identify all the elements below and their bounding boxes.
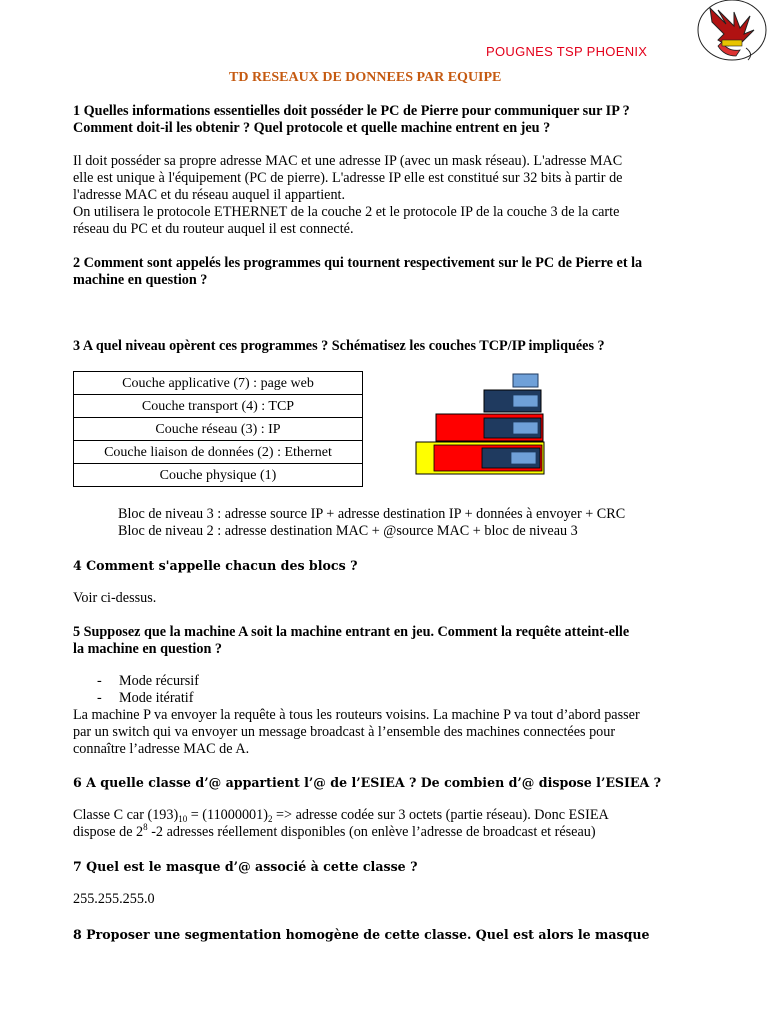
question-2 [73, 255, 713, 289]
bloc-level-2: Bloc de niveau 2 : adresse destination MAC + @source MAC + bloc de niveau 3 [118, 523, 578, 539]
bloc-level-3: Bloc de niveau 3 : adresse source IP + adresse destination IP + données à envoyer + CRC [118, 506, 626, 522]
question-2-line-1: 2 Comment sont appelés les programmes qui tournent respectivement sur le PC de Pierre et la [73, 255, 643, 271]
answer-7 [73, 891, 713, 908]
layer-cell: Couche réseau (3) : IP [74, 418, 363, 441]
document-title: TD RESEAUX DE DONNEES PAR EQUIPE [229, 70, 502, 85]
question-4-line-1: 4 Comment s'appelle chacun des blocs ? [73, 558, 358, 573]
answer-4 [73, 590, 713, 607]
table-row [74, 395, 363, 418]
list-item: - Mode récursif [73, 673, 713, 690]
answer-1-line-4: On utilisera le protocole ETHERNET de la couche 2 et le protocole IP de la couche 3 de la carte [73, 204, 620, 220]
brand-name: POUGNES TSP PHOENIX [486, 44, 648, 59]
table-row [74, 372, 363, 395]
question-5-line-2: la machine en question ? [73, 641, 222, 657]
answer-6-text: = (11000001) [187, 807, 268, 823]
app-data-block [513, 374, 538, 387]
question-7-line-1: 7 Quel est le masque d’@ associé à cette classe ? [73, 859, 418, 874]
answer-6-line-1 [73, 807, 713, 824]
phoenix-bird-logo-icon [688, 0, 768, 62]
question-4 [73, 557, 713, 574]
layer-cell: Couche applicative (7) : page web [74, 372, 363, 395]
answer-7-text: 255.255.255.0 [73, 891, 155, 907]
list-item: - Mode itératif [73, 690, 713, 707]
answer-1-line-1: Il doit posséder sa propre adresse MAC et une adresse IP (avec un mask réseau). L'adresse MAC [73, 153, 623, 169]
question-6-line-1: 6 A quelle classe d’@ appartient l’@ de l’ESIEA ? De combien d’@ dispose l’ESIEA ? [73, 775, 662, 790]
question-8 [73, 926, 713, 943]
answer-5-line-3: connaître l’adresse MAC de A. [73, 741, 250, 757]
bloc-descriptions [118, 506, 738, 540]
answer-6-line-2 [73, 824, 713, 841]
answer-6-text: => adresse codée sur 3 octets (partie réseau). Donc ESIEA [272, 807, 609, 823]
question-1 [73, 103, 713, 137]
question-1-line-1: 1 Quelles informations essentielles doit posséder le PC de Pierre pour communiquer sur IP ? [73, 103, 630, 119]
answer-6-text: -2 adresses réellement disponibles (on enlève l’adresse de broadcast et réseau) [147, 824, 596, 840]
table-row [74, 418, 363, 441]
question-3-line-1: 3 A quel niveau opèrent ces programmes ? Schématisez les couches TCP/IP impliquées ? [73, 338, 605, 354]
answer-5-line-1: La machine P va envoyer la requête à tous les routeurs voisins. La machine P va tout d’abord passer [73, 707, 640, 723]
question-8-line-1: 8 Proposer une segmentation homogène de cette classe. Quel est alors le masque [73, 927, 650, 942]
question-2-line-2: machine en question ? [73, 272, 208, 288]
superscript-exponent: 8 [143, 822, 148, 832]
question-3 [73, 338, 713, 355]
subscript-base-10: 10 [178, 814, 188, 824]
answer-5-line-2: par un switch qui va envoyer un message broadcast à l’ensemble des machines connectées pour [73, 724, 616, 740]
table-row [74, 464, 363, 487]
question-1-line-2: Comment doit-il les obtenir ? Quel protocole et quelle machine entrent en jeu ? [73, 120, 551, 136]
answer-1 [73, 153, 713, 238]
answer-6 [73, 807, 713, 841]
subscript-base-2: 2 [267, 814, 273, 824]
answer-1-line-3: l'adresse MAC et du réseau auquel il appartient. [73, 187, 346, 203]
encapsulation-diagram [414, 372, 548, 478]
table-row [74, 441, 363, 464]
answer-6-text: Classe C car (193) [73, 807, 179, 823]
answer-4-text: Voir ci-dessus. [73, 590, 157, 606]
answer-1-line-5: réseau du PC et du routeur auquel il est connecté. [73, 221, 354, 237]
question-5 [73, 624, 713, 658]
layer-cell: Couche physique (1) [74, 464, 363, 487]
question-7 [73, 858, 713, 875]
answer-6-text: dispose de 2 [73, 824, 144, 840]
tcp-ip-layers-table [73, 371, 363, 487]
question-5-line-1: 5 Supposez que la machine A soit la machine entrant en jeu. Comment la requête atteint-elle [73, 624, 630, 640]
mode-list [73, 673, 713, 707]
answer-5 [73, 673, 713, 758]
layer-cell: Couche liaison de données (2) : Ethernet [74, 441, 363, 464]
layer-cell: Couche transport (4) : TCP [74, 395, 363, 418]
answer-1-line-2: elle est unique à l'équipement (PC de pierre). L'adresse IP elle est constitué sur 32 bits à partir de [73, 170, 623, 186]
question-6 [73, 774, 713, 791]
